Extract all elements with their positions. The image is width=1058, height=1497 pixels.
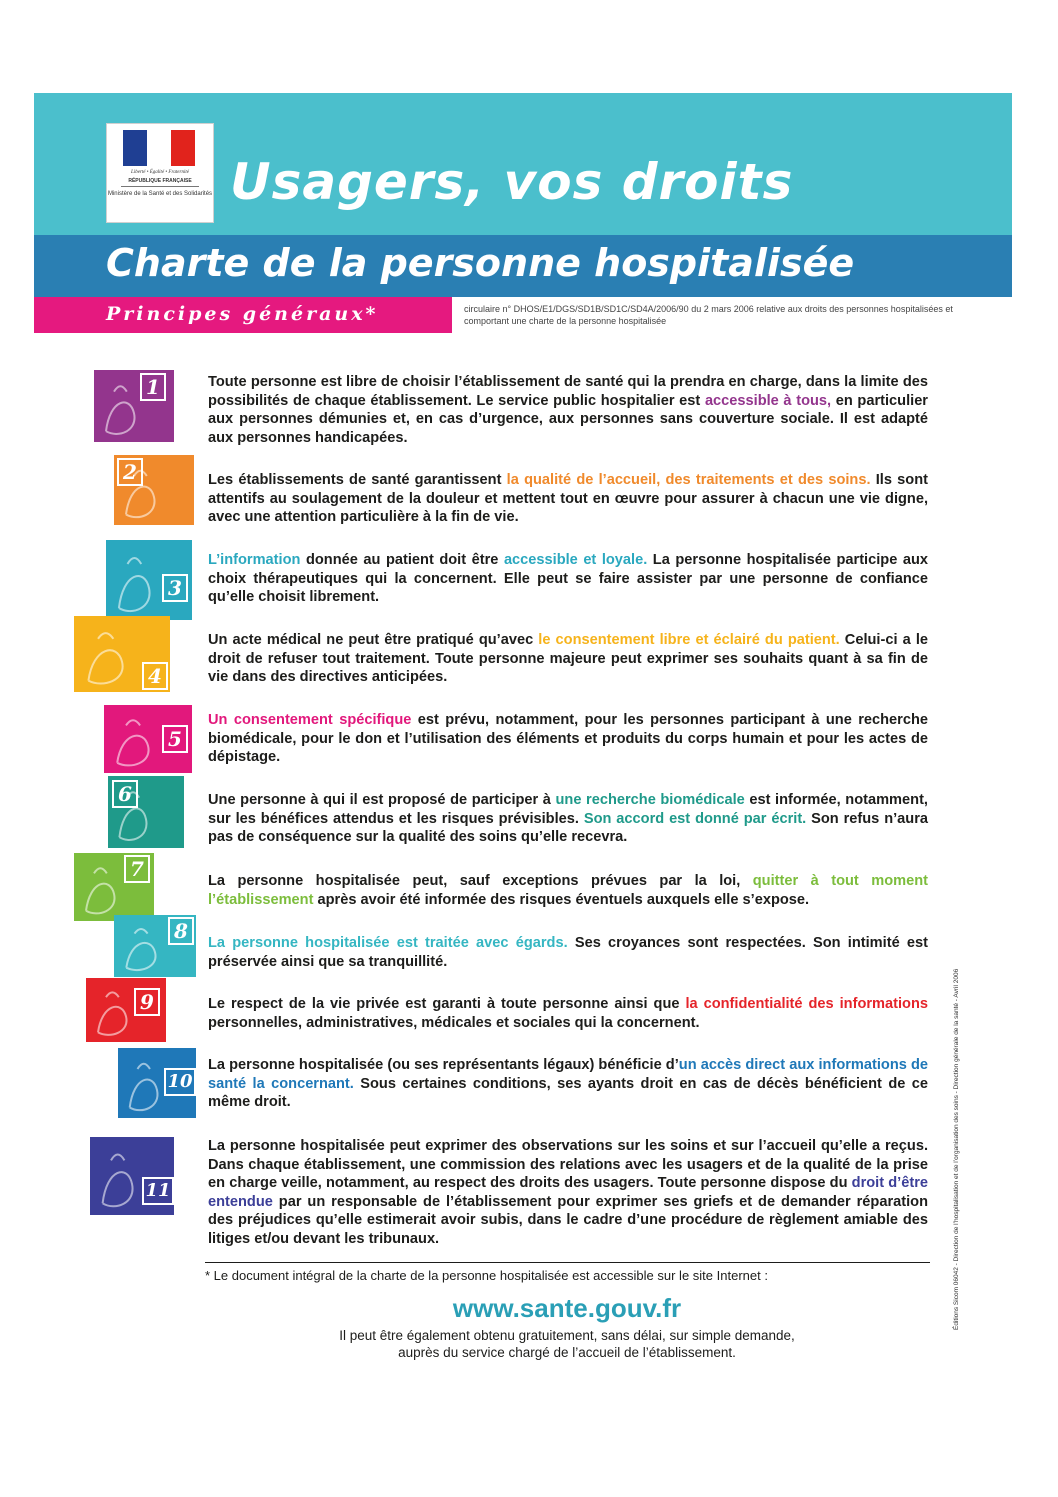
- right-5-text: [208, 711, 928, 767]
- right-highlight: un accès direct aux informations de santé la concernant.: [208, 1057, 928, 1092]
- right-text-segment: Toute personne est libre de choisir l’établissement de santé qui la prendra en charge, dans la limite des possibilités de chaque établissement. Le service public hospitalier est: [208, 374, 928, 409]
- right-text-segment: est informée, notamment, sur les bénéfices attendus et les risques prévisibles.: [208, 792, 928, 827]
- right-10-text: [208, 1056, 928, 1112]
- right-11-tile: [90, 1137, 174, 1215]
- right-4-number: 4: [142, 662, 168, 690]
- right-4-text: [208, 631, 928, 687]
- right-8-number: 8: [168, 917, 194, 945]
- header: [34, 93, 1012, 333]
- page-title: Usagers, vos droits: [230, 153, 794, 211]
- right-text-segment: donnée au patient doit être: [300, 552, 504, 568]
- right-9-tile: [86, 978, 166, 1042]
- right-1-number: 1: [140, 373, 166, 401]
- right-text-segment: Ses croyances sont respectées. Son intimité est préservée ainsi que sa tranquillité.: [208, 935, 928, 970]
- availability-text: [0, 1327, 1058, 1361]
- principes-band: [34, 297, 452, 333]
- right-highlight: la qualité de l’accueil, des traitements et des soins.: [506, 472, 871, 488]
- right-10-tile: [118, 1048, 196, 1118]
- availability-line-2: auprès du service chargé de l’accueil de l’établissement.: [398, 1345, 736, 1360]
- availability-line-1: Il peut être également obtenu gratuitement, sans délai, sur simple demande,: [339, 1328, 795, 1343]
- right-text-segment: personnelles, administratives, médicales et sociales qui la concernent.: [208, 1014, 700, 1031]
- right-2-text: [208, 471, 928, 527]
- right-5-tile: [104, 705, 192, 773]
- right-7-text: [208, 872, 928, 909]
- right-highlight: une recherche biomédicale: [555, 792, 745, 808]
- right-2-number: 2: [117, 458, 143, 486]
- subtitle-band: [34, 235, 1012, 297]
- right-text-segment: Son refus n’aura pas de conséquence sur la qualité des soins qu’elle recevra.: [208, 810, 928, 845]
- right-highlight: quitter à tout moment l’établissement: [208, 873, 928, 908]
- right-10-number: 10: [164, 1068, 196, 1096]
- republic-logo: [106, 123, 214, 223]
- footer-note: * Le document intégral de la charte de la personne hospitalisée est accessible sur le site Internet :: [205, 1268, 768, 1283]
- right-highlight: le consentement libre et éclairé du patient.: [538, 632, 840, 648]
- right-1-text: [208, 373, 928, 447]
- logo-divider: [121, 186, 199, 187]
- right-9-number: 9: [134, 988, 160, 1016]
- right-6-number: 6: [112, 780, 138, 808]
- right-text-segment: Sous certaines conditions, ses ayants droit en cas de décès bénéficient de ce même droit.: [208, 1075, 928, 1110]
- right-text-segment: Un acte médical ne peut être pratiqué qu’avec: [208, 632, 539, 648]
- right-text-segment: Une personne à qui il est proposé de participer à: [208, 792, 556, 808]
- right-highlight: Un consentement spécifique: [208, 712, 412, 728]
- right-3-text: [208, 551, 928, 607]
- right-highlight: L’information: [208, 552, 301, 568]
- right-11-text: [208, 1137, 928, 1248]
- right-3-tile: [106, 540, 192, 620]
- logo-ministry: Ministère de la Santé et des Solidarités: [107, 191, 213, 197]
- website-link[interactable]: [0, 1293, 1058, 1324]
- right-6-tile: [108, 776, 184, 848]
- right-text-segment: est prévu, notamment, pour les personnes participant à une recherche biomédicale, pour le don et l’utilisation des éléments et produits du corps humain et pour les actes de dépistage.: [208, 712, 928, 765]
- credits-vertical: Éditions Sicom 06042 - Direction de l’hospitalisation et de l’organisation des soins - Direction générale de la santé - Avril 2006: [953, 968, 960, 1330]
- right-4-tile: [74, 616, 170, 692]
- right-2-tile: [114, 455, 194, 525]
- right-text-segment: Le respect de la vie privée est garanti à toute personne ainsi que: [208, 996, 686, 1012]
- right-7-number: 7: [124, 855, 150, 883]
- logo-motto: Liberté • Égalité • Fraternité: [131, 170, 189, 175]
- website-url[interactable]: www.sante.gouv.fr: [452, 1293, 682, 1323]
- right-8-text: [208, 934, 928, 971]
- logo-republic: RÉPUBLIQUE FRANÇAISE: [128, 178, 192, 184]
- right-8-tile: [114, 915, 196, 977]
- right-11-number: 11: [142, 1177, 174, 1205]
- right-5-number: 5: [162, 725, 188, 753]
- right-text-segment: après avoir été informée des risques éventuels auxquels elle s’expose.: [313, 891, 810, 908]
- circulaire-text: circulaire n° DHOS/E1/DGS/SD1B/SD1C/SD4A/2006/90 du 2 mars 2006 relative aux droits des personnes hospitalisées et comportant une charte de la personne hospitalisée: [464, 304, 953, 326]
- right-3-number: 3: [162, 574, 188, 602]
- right-text-segment: La personne hospitalisée participe aux choix thérapeutiques qui la concernent. Elle peut se faire assister par une personne de confiance qu’elle choisit librement.: [208, 552, 928, 605]
- right-text-segment: Celui-ci a le droit de refuser tout traitement. Toute personne majeure peut exprimer ses souhaits quant à sa fin de vie dans des directives anticipées.: [208, 632, 928, 685]
- right-highlight: accessible et loyale.: [503, 552, 648, 568]
- right-highlight: droit d’être entendue: [208, 1175, 928, 1210]
- right-highlight: Son accord est donné par écrit.: [583, 810, 807, 827]
- right-text-segment: par un responsable de l’établissement pour exprimer ses griefs et de demander réparation des préjudices qu’elle estimerait avoir subis, dans le cadre d’une procédure de règlement amiable des litiges et/ou devant les tribunaux.: [208, 1193, 928, 1247]
- right-7-tile: [74, 853, 154, 921]
- right-text-segment: en particulier aux personnes démunies et, en cas d’urgence, aux personnes sans couverture sociale. Il est adapté aux personnes handicapées.: [208, 392, 928, 446]
- right-text-segment: La personne hospitalisée (ou ses représentants légaux) bénéficie d’: [208, 1057, 679, 1073]
- right-highlight: la confidentialité des informations: [685, 996, 928, 1012]
- right-highlight: accessible à tous,: [704, 392, 832, 409]
- right-text-segment: La personne hospitalisée peut, sauf exceptions prévues par la loi,: [208, 873, 753, 889]
- principes-label: Principes généraux*: [106, 303, 379, 325]
- footer-divider: [205, 1262, 930, 1263]
- page-subtitle: Charte de la personne hospitalisée: [106, 241, 855, 285]
- right-text-segment: La personne hospitalisée peut exprimer des observations sur les soins et sur l’accueil qu’elle a reçus. Dans chaque établissement, une commission des relations avec les usagers et de la qualité de la prise en charge veille, notamment, au respect des droits des usagers. Toute personne dispose du: [208, 1138, 928, 1191]
- right-highlight: La personne hospitalisée est traitée avec égards.: [208, 935, 568, 951]
- right-text-segment: Ils sont attentifs au soulagement de la douleur et mettent tout en œuvre pour assurer à chacun une vie digne, avec une attention particulière à la fin de vie.: [208, 472, 928, 525]
- flag-icon: [123, 130, 195, 166]
- right-1-tile: [94, 370, 174, 442]
- right-9-text: [208, 995, 928, 1032]
- right-6-text: [208, 791, 928, 847]
- circulaire-band: [452, 297, 1012, 333]
- right-text-segment: Les établissements de santé garantissent: [208, 472, 507, 488]
